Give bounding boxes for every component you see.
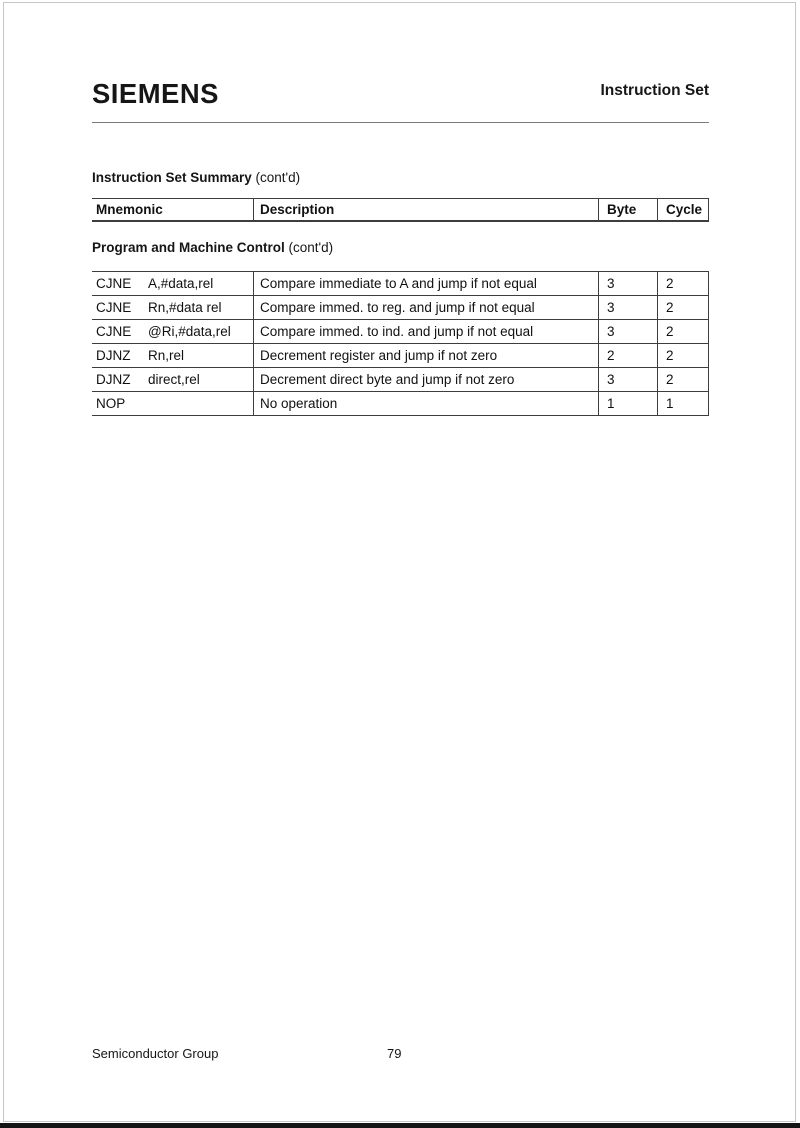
operand-text: direct,rel [148, 372, 200, 387]
description-cell: Decrement register and jump if not zero [253, 344, 598, 367]
mnemonic-cell [92, 368, 253, 391]
description-cell: Compare immed. to reg. and jump if not equal [253, 296, 598, 319]
cycle-cell: 1 [657, 392, 709, 415]
header-title: Instruction Set [600, 82, 709, 99]
cycle-cell: 2 [657, 344, 709, 367]
operand-text: @Ri,#data,rel [148, 324, 231, 339]
mnemonic-cell [92, 392, 253, 415]
byte-cell: 1 [598, 392, 657, 415]
cycle-cell: 2 [657, 296, 709, 319]
section-suffix: (cont'd) [251, 170, 301, 185]
mnemonic-text: NOP [96, 396, 126, 411]
byte-cell: 3 [598, 320, 657, 343]
table-row [92, 320, 709, 344]
operand-text: Rn,#data rel [148, 300, 222, 315]
table-header-row [92, 199, 709, 220]
mnemonic-text: DJNZ [96, 348, 131, 363]
table-row [92, 368, 709, 392]
cycle-cell: 2 [657, 368, 709, 391]
mnemonic-text: CJNE [96, 300, 132, 315]
mnemonic-cell [92, 344, 253, 367]
subsection-suffix: (cont'd) [284, 240, 334, 255]
column-header-mnemonic: Mnemonic [96, 202, 163, 217]
mnemonic-cell [92, 320, 253, 343]
siemens-logo: SIEMENS [92, 78, 219, 109]
byte-cell: 2 [598, 344, 657, 367]
table-row [92, 344, 709, 368]
description-cell: Decrement direct byte and jump if not zero [253, 368, 598, 391]
bottom-edge-strip [0, 1123, 800, 1128]
description-cell: No operation [253, 392, 598, 415]
subsection-title: Program and Machine Control [92, 240, 285, 255]
mnemonic-cell [92, 272, 253, 295]
operand-text: A,#data,rel [148, 276, 214, 291]
page-content [92, 0, 709, 1128]
cycle-cell: 2 [657, 320, 709, 343]
byte-cell: 3 [598, 368, 657, 391]
page-number: 79 [387, 1046, 402, 1061]
mnemonic-cell [92, 296, 253, 319]
byte-cell: 3 [598, 296, 657, 319]
subsection-heading [92, 240, 333, 255]
column-header-cycle: Cycle [657, 199, 709, 220]
description-cell: Compare immed. to ind. and jump if not equal [253, 320, 598, 343]
header-rule-divider [92, 122, 709, 123]
mnemonic-text: CJNE [96, 324, 132, 339]
column-header-byte: Byte [598, 199, 657, 220]
mnemonic-text: DJNZ [96, 372, 131, 387]
table-row [92, 272, 709, 296]
footer-company-name: Semiconductor Group [92, 1046, 219, 1061]
table-row [92, 392, 709, 416]
operand-text: Rn,rel [148, 348, 185, 363]
section-title: Instruction Set Summary [92, 170, 252, 185]
description-cell: Compare immediate to A and jump if not equal [253, 272, 598, 295]
table-row [92, 296, 709, 320]
section-heading [92, 170, 300, 185]
column-header-description: Description [253, 199, 598, 220]
instruction-table-header [92, 198, 709, 222]
mnemonic-text: CJNE [96, 276, 132, 291]
instruction-table-body [92, 271, 709, 416]
cycle-cell: 2 [657, 272, 709, 295]
byte-cell: 3 [598, 272, 657, 295]
